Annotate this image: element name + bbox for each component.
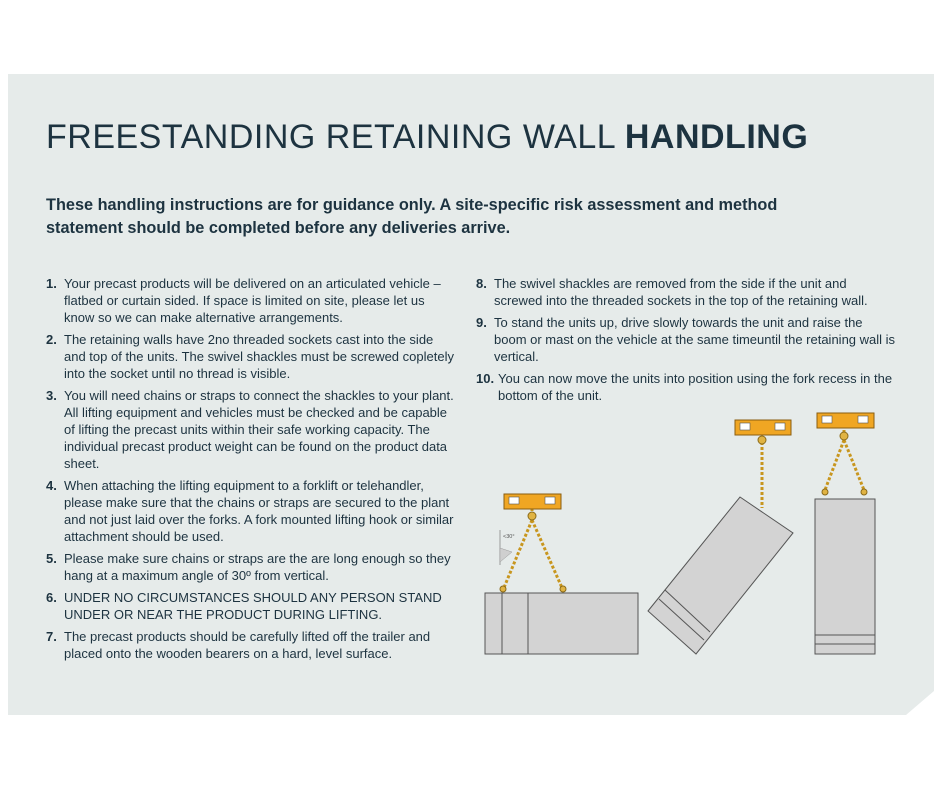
precast-wall-unit <box>485 593 638 654</box>
step-number: 8. <box>476 276 487 291</box>
title-light: FREESTANDING RETAINING WALL <box>46 118 625 156</box>
step-text: The swivel shackles are removed from the side if the unit and screwed into the threaded sockets in the top of the retaining wall. <box>494 276 868 308</box>
step-number: 7. <box>46 629 57 644</box>
shackle-icon <box>861 489 867 495</box>
lifting-beam <box>735 420 791 435</box>
shackle-icon <box>758 436 766 444</box>
step-number: 9. <box>476 315 487 330</box>
lifting-beam <box>504 494 561 509</box>
shackle-icon <box>528 512 536 520</box>
step-number: 4. <box>46 478 57 493</box>
step-text: Please make sure chains or straps are the are long enough so they hang at a maximum angle of 30º from vertical. <box>64 551 451 583</box>
step-number: 1. <box>46 276 57 291</box>
step-text: Your precast products will be delivered on an articulated vehicle – flatbed or curtain sided. If space is limited on site, please let us know so we can make alternative arrangements. <box>64 276 441 325</box>
lifting-beam <box>817 413 874 428</box>
step-text: To stand the units up, drive slowly towards the unit and raise the boom or mast on the vehicle at the same timeuntil the retaining wall is vertical. <box>494 315 896 364</box>
precast-wall-unit <box>815 499 875 654</box>
step-text: You will need chains or straps to connect the shackles to your plant. All lifting equipment and vehicles must be checked and be capable of lifting the precast units within their safe working capacity. The individual precast product weight can be found on the product data sheet. <box>64 388 454 471</box>
step-text: When attaching the lifting equipment to a forklift or telehandler, please make sure that the chains or straps are secured to the plant and not just laid over the forks. A fork mounted lifting hook or similar attachment should be used. <box>64 478 454 544</box>
precast-wall-unit <box>648 497 793 654</box>
step-number: 2. <box>46 332 57 347</box>
angle-indicator <box>500 530 515 565</box>
lift-stage-tilting <box>648 420 793 654</box>
angle-label: <30° <box>503 534 515 540</box>
step-number: 10. <box>476 371 495 386</box>
step-number: 6. <box>46 590 57 605</box>
shackle-icon <box>822 489 828 495</box>
shackle-icon <box>840 432 848 440</box>
step-text: UNDER NO CIRCUMSTANCES SHOULD ANY PERSON STAND UNDER OR NEAR THE PRODUCT DURING LIFTING. <box>64 590 442 622</box>
step-text: The precast products should be carefully lifted off the trailer and placed onto the wooden bearers on a hard, level surface. <box>64 629 431 661</box>
step-text: You can now move the units into position using the fork recess in the bottom of the unit. <box>498 371 893 403</box>
step-text: The retaining walls have 2no threaded sockets cast into the side and top of the units. The swivel shackles must be screwed copletely into the socket until no thread is visible. <box>64 332 454 381</box>
step-number: 5. <box>46 551 57 566</box>
shackle-icon <box>500 586 506 592</box>
guidance-subtitle: These handling instructions are for guidance only. A site-specific risk assessment and method statement should be completed before any deliveries arrive. <box>46 196 778 237</box>
lift-stage-vertical <box>815 413 875 654</box>
step-number: 3. <box>46 388 57 403</box>
shackle-icon <box>560 586 566 592</box>
lift-stage-horizontal <box>485 494 638 654</box>
title-bold: HANDLING <box>624 118 809 156</box>
